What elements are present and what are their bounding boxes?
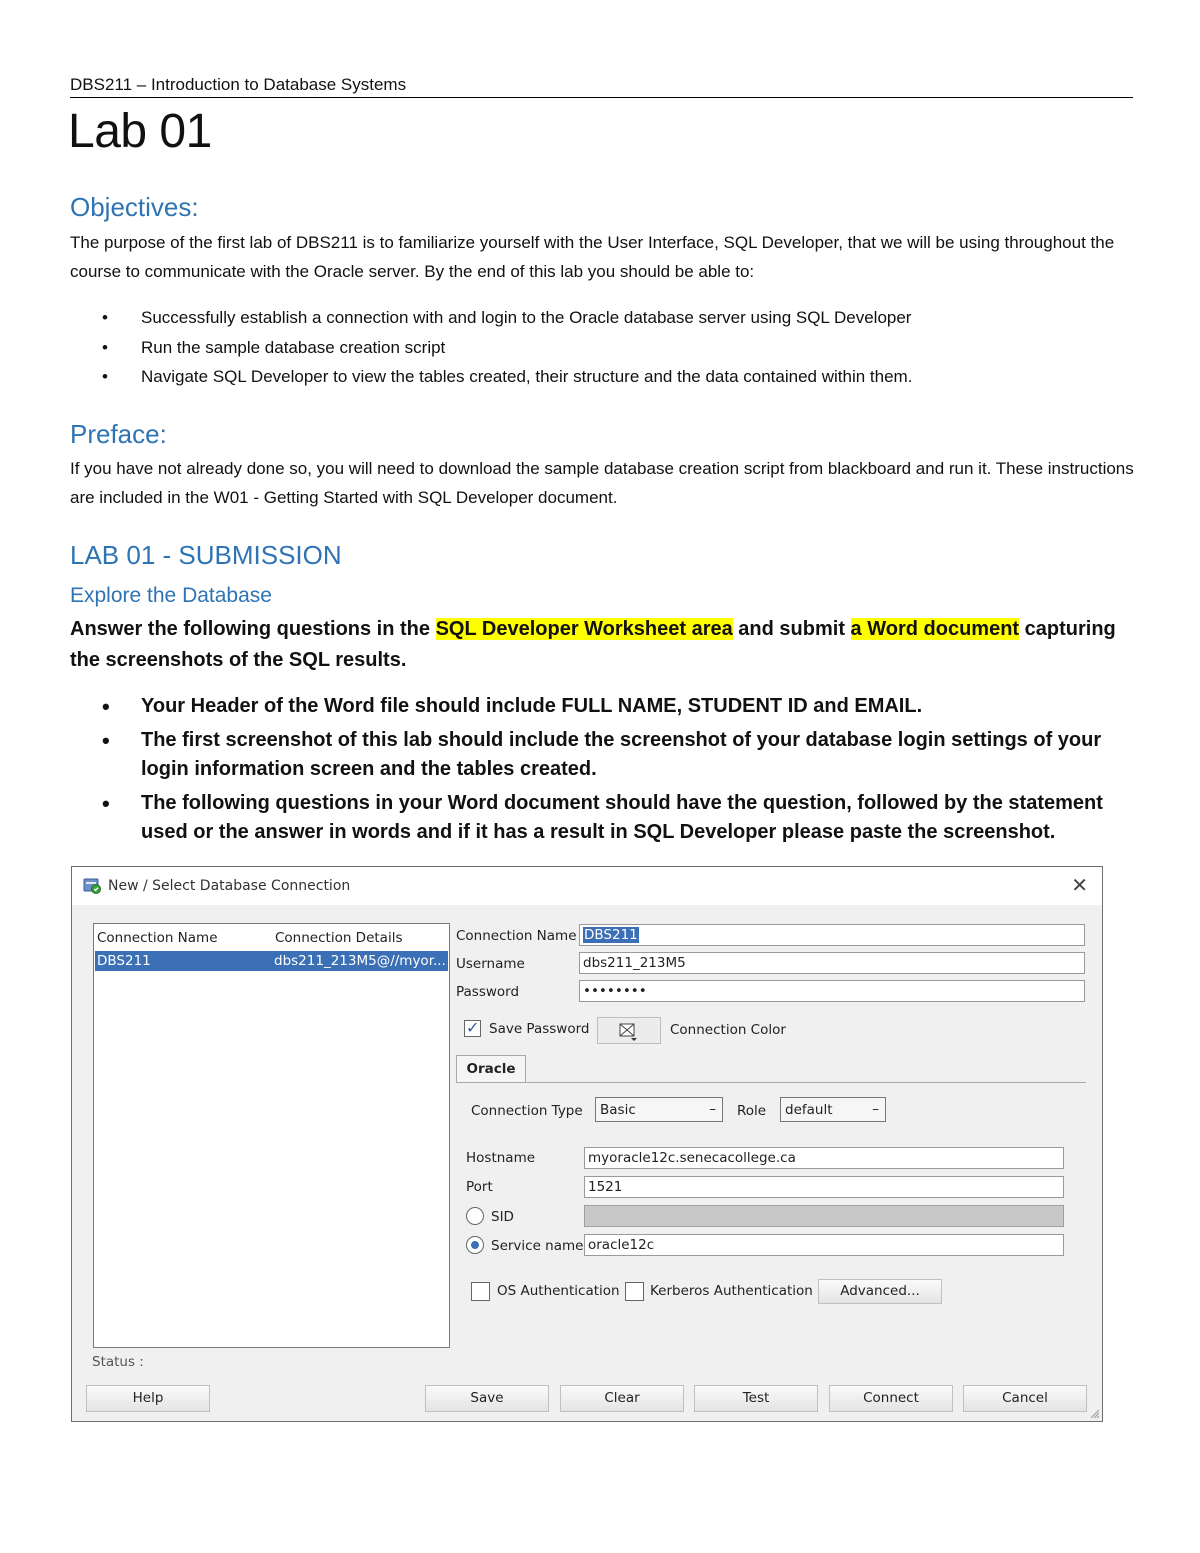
submission-instructions <box>70 614 1140 676</box>
save-password-label: Save Password <box>489 1021 590 1037</box>
list-item: • The following questions in your Word document should have the question, followed by the statement used or the answer in words and if it has a result in SQL Developer please paste the screenshot. <box>70 789 1130 848</box>
highlight-worksheet: SQL Developer Worksheet area <box>435 618 733 640</box>
status-label: Status : <box>92 1354 144 1370</box>
column-header-connection-name[interactable]: Connection Name <box>97 930 218 946</box>
connection-color-label: Connection Color <box>670 1022 786 1038</box>
list-item: • The first screenshot of this lab should include the screenshot of your database login settings of your login information screen and the tables created. <box>70 726 1130 785</box>
chevron-down-icon: – <box>872 1101 879 1117</box>
running-header: DBS211 – Introduction to Database Systems <box>70 75 407 94</box>
instructions-text: capturing the screenshots of the SQL results. <box>70 618 1116 671</box>
service-name-label: Service name <box>491 1238 584 1254</box>
submission-heading: LAB 01 - SUBMISSION <box>70 540 342 570</box>
chevron-down-icon: – <box>709 1101 716 1117</box>
bullet-text: Your Header of the Word file should include <box>141 695 562 717</box>
list-item: • Navigate SQL Developer to view the tables created, their structure and the data contained within them. <box>70 362 912 392</box>
database-connection-icon <box>83 877 101 894</box>
clear-button[interactable]: Clear <box>560 1385 684 1412</box>
row-connection-name: DBS211 <box>97 953 151 969</box>
list-item: • Run the sample database creation script <box>70 333 912 363</box>
password-label: Password <box>456 984 520 1000</box>
os-authentication-label: OS Authentication <box>497 1283 620 1299</box>
page-title: Lab 01 <box>68 105 212 158</box>
column-header-connection-details[interactable]: Connection Details <box>275 930 403 946</box>
save-password-checkbox[interactable] <box>464 1020 481 1037</box>
table-row[interactable] <box>95 951 448 971</box>
submission-list <box>70 692 1130 852</box>
kerberos-authentication-label: Kerberos Authentication <box>650 1283 813 1299</box>
objectives-heading: Objectives: <box>70 192 199 222</box>
connection-name-label: Connection Name <box>456 928 577 944</box>
port-input[interactable]: 1521 <box>584 1176 1064 1198</box>
explore-subheading: Explore the Database <box>70 584 272 607</box>
row-connection-details: dbs211_213M5@//myor... <box>274 953 446 969</box>
objectives-intro: The purpose of the first lab of DBS211 is to familiarize yourself with the User Interface, SQL Developer, that we will be using throughout the course to communicate with the Oracle server. By the end of this lab you should be able to: <box>70 233 1115 281</box>
username-label: Username <box>456 956 525 972</box>
instructions-text: and submit <box>732 618 851 640</box>
hostname-input[interactable]: myoracle12c.senecacollege.ca <box>584 1147 1064 1169</box>
connection-color-button[interactable] <box>597 1017 661 1044</box>
connection-name-value: DBS211 <box>584 927 638 943</box>
dialog-title: New / Select Database Connection <box>108 878 351 894</box>
list-item: • Successfully establish a connection with and login to the Oracle database server using SQL Developer <box>70 303 912 333</box>
os-authentication-checkbox[interactable] <box>471 1282 490 1301</box>
preface-heading: Preface: <box>70 419 167 449</box>
connection-dialog-screenshot <box>71 866 1103 1422</box>
help-button[interactable]: Help <box>86 1385 210 1412</box>
connection-type-select[interactable] <box>595 1097 723 1122</box>
close-icon[interactable]: ✕ <box>1071 873 1088 897</box>
role-label: Role <box>737 1103 767 1119</box>
save-button[interactable]: Save <box>425 1385 549 1412</box>
list-item <box>70 692 1130 722</box>
service-name-radio[interactable] <box>466 1236 484 1254</box>
service-name-input[interactable]: oracle12c <box>584 1234 1064 1256</box>
port-label: Port <box>466 1179 493 1195</box>
connection-name-input[interactable] <box>579 924 1085 946</box>
password-input[interactable]: •••••••• <box>579 980 1085 1002</box>
preface-text: If you have not already done so, you will need to download the sample database creation script from blackboard and run it. These instructions are included in the W01 - Getting Started with SQL Developer document. <box>70 459 1134 507</box>
instructions-text: Answer the following questions in the <box>70 618 436 640</box>
bullet-emphasis: FULL NAME, STUDENT ID and EMAIL. <box>561 695 923 717</box>
sid-label: SID <box>491 1209 514 1225</box>
tab-oracle[interactable]: Oracle <box>456 1055 526 1083</box>
sid-radio[interactable] <box>466 1207 484 1225</box>
tab-divider <box>456 1082 1086 1083</box>
username-input[interactable]: dbs211_213M5 <box>579 952 1085 974</box>
connection-type-label: Connection Type <box>471 1103 583 1119</box>
dialog-titlebar <box>72 867 1102 905</box>
resize-grip-icon[interactable] <box>1090 1409 1100 1419</box>
connect-button[interactable]: Connect <box>829 1385 953 1412</box>
test-button[interactable]: Test <box>694 1385 818 1412</box>
objectives-list <box>70 303 912 392</box>
cancel-button[interactable]: Cancel <box>963 1385 1087 1412</box>
hostname-label: Hostname <box>466 1150 536 1166</box>
connection-type-value: Basic <box>600 1102 636 1118</box>
sid-input <box>584 1205 1064 1227</box>
kerberos-authentication-checkbox[interactable] <box>625 1282 644 1301</box>
connection-list[interactable] <box>93 923 450 1348</box>
header-rule <box>70 97 1133 98</box>
color-picker-icon <box>598 1018 662 1045</box>
role-value: default <box>785 1102 833 1118</box>
highlight-word-doc: a Word document <box>850 618 1020 640</box>
role-select[interactable] <box>780 1097 886 1122</box>
advanced-button[interactable]: Advanced... <box>818 1279 942 1304</box>
